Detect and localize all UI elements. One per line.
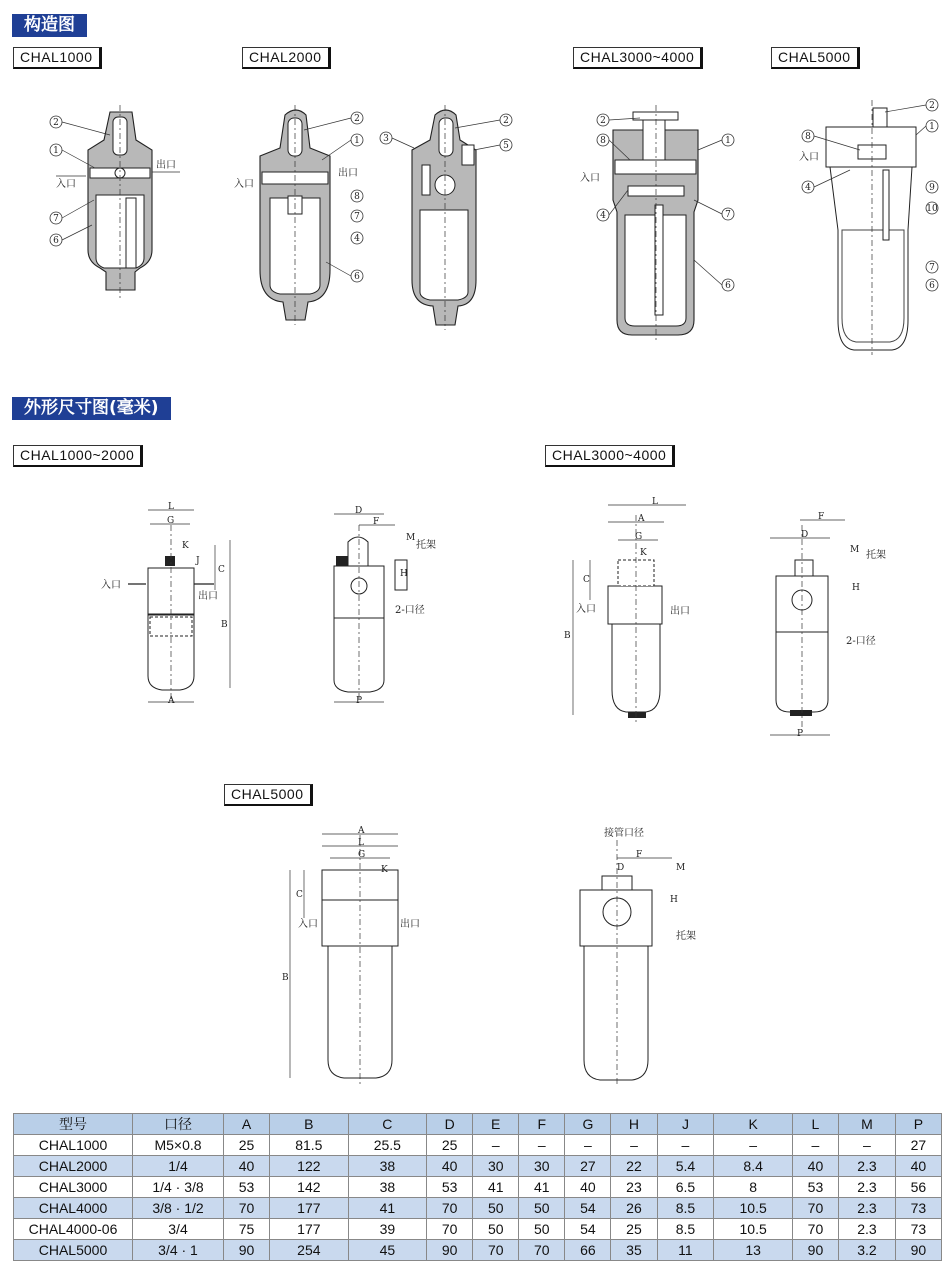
- table-cell: 177: [270, 1198, 349, 1219]
- table-row: [14, 1156, 942, 1177]
- table-cell: 3.2: [838, 1240, 895, 1261]
- table-cell: CHAL4000-06: [14, 1219, 133, 1240]
- table-header-cell: 口径: [133, 1114, 224, 1135]
- table-cell: –: [611, 1135, 657, 1156]
- table-cell: 66: [565, 1240, 611, 1261]
- table-header-cell: A: [224, 1114, 270, 1135]
- svg-text:7: 7: [929, 263, 935, 273]
- table-header-cell: C: [348, 1114, 427, 1135]
- svg-text:B: B: [564, 631, 571, 641]
- dimension-drawing-chal5000-front: [282, 826, 420, 1085]
- svg-text:7: 7: [725, 210, 731, 220]
- table-cell: 70: [519, 1240, 565, 1261]
- outlet-label-chal2000: 出口: [338, 168, 358, 179]
- svg-text:D: D: [801, 530, 809, 540]
- table-cell: M5×0.8: [133, 1135, 224, 1156]
- svg-text:2: 2: [354, 114, 360, 124]
- svg-text:M: M: [850, 545, 860, 555]
- table-cell: 26: [611, 1198, 657, 1219]
- svg-text:8: 8: [805, 132, 811, 142]
- table-cell: 35: [611, 1240, 657, 1261]
- table-cell: 11: [657, 1240, 714, 1261]
- dimension-drawing-chal3000-4000-front: [564, 497, 690, 725]
- table-cell: 30: [473, 1156, 519, 1177]
- table-header-cell: K: [714, 1114, 793, 1135]
- table-cell: 75: [224, 1219, 270, 1240]
- svg-text:1: 1: [354, 136, 360, 146]
- svg-text:6: 6: [354, 272, 360, 282]
- svg-text:6: 6: [53, 236, 59, 246]
- table-cell: 25: [611, 1219, 657, 1240]
- svg-text:4: 4: [805, 183, 811, 193]
- table-header-cell: J: [657, 1114, 714, 1135]
- table-cell: 1/4 · 3/8: [133, 1177, 224, 1198]
- structure-drawing-chal1000: [88, 105, 152, 300]
- table-cell: 3/4 · 1: [133, 1240, 224, 1261]
- svg-text:A: A: [168, 696, 175, 706]
- bracket-label-dim3000: 托架: [866, 550, 886, 561]
- table-cell: 1/4: [133, 1156, 224, 1177]
- table-cell: 2.3: [838, 1156, 895, 1177]
- svg-text:2: 2: [600, 116, 606, 126]
- svg-text:4: 4: [354, 234, 360, 244]
- svg-text:7: 7: [354, 212, 360, 222]
- inlet-label-chal5000: 入口: [799, 152, 819, 163]
- table-header-cell: L: [792, 1114, 838, 1135]
- table-cell: 54: [565, 1198, 611, 1219]
- table-cell: –: [714, 1135, 793, 1156]
- table-cell: 40: [895, 1156, 941, 1177]
- table-cell: 3/4: [133, 1219, 224, 1240]
- pipe-port-label: 接管口径: [604, 828, 644, 839]
- table-cell: 38: [348, 1177, 427, 1198]
- svg-text:G: G: [358, 850, 366, 860]
- table-row: [14, 1240, 942, 1261]
- table-cell: 6.5: [657, 1177, 714, 1198]
- table-cell: 254: [270, 1240, 349, 1261]
- table-row: [14, 1177, 942, 1198]
- dimension-drawing-chal1000-2000-side: [334, 506, 436, 706]
- svg-text:M: M: [676, 863, 686, 873]
- table-cell: 73: [895, 1219, 941, 1240]
- svg-text:L: L: [652, 497, 658, 507]
- table-header-cell: 型号: [14, 1114, 133, 1135]
- table-row: [14, 1219, 942, 1240]
- dimension-drawing-chal3000-4000-side: [770, 512, 886, 739]
- inlet-label-chal3000: 入口: [580, 173, 600, 184]
- table-cell: 2.3: [838, 1219, 895, 1240]
- svg-text:2: 2: [503, 116, 509, 126]
- dimension-tag-chal1000-2000: CHAL1000~2000: [13, 445, 143, 467]
- table-cell: 2.3: [838, 1177, 895, 1198]
- table-cell: 73: [895, 1198, 941, 1219]
- table-cell: 5.4: [657, 1156, 714, 1177]
- svg-text:2: 2: [929, 101, 935, 111]
- table-cell: –: [838, 1135, 895, 1156]
- svg-text:P: P: [356, 696, 363, 706]
- svg-text:C: C: [583, 575, 590, 585]
- table-cell: 70: [473, 1240, 519, 1261]
- table-cell: 90: [895, 1240, 941, 1261]
- table-cell: –: [657, 1135, 714, 1156]
- svg-text:G: G: [635, 532, 643, 542]
- svg-text:B: B: [282, 973, 289, 983]
- table-cell: 70: [427, 1198, 473, 1219]
- table-cell: 53: [427, 1177, 473, 1198]
- table-header-cell: H: [611, 1114, 657, 1135]
- table-cell: 40: [224, 1156, 270, 1177]
- table-cell: 90: [427, 1240, 473, 1261]
- svg-text:1: 1: [725, 136, 731, 146]
- structure-drawing-chal3000-4000: [613, 105, 698, 340]
- svg-text:10: 10: [926, 204, 938, 214]
- table-cell: 56: [895, 1177, 941, 1198]
- svg-text:K: K: [381, 865, 388, 875]
- structure-tag-chal2000: CHAL2000: [242, 47, 331, 69]
- table-cell: 70: [792, 1219, 838, 1240]
- table-cell: 39: [348, 1219, 427, 1240]
- dimension-section-title: 外形尺寸图(毫米): [12, 397, 171, 420]
- table-cell: CHAL5000: [14, 1240, 133, 1261]
- svg-text:3: 3: [383, 134, 389, 144]
- svg-text:2: 2: [53, 118, 59, 128]
- svg-text:F: F: [818, 512, 825, 522]
- svg-text:F: F: [373, 517, 380, 527]
- table-cell: 142: [270, 1177, 349, 1198]
- structure-drawing-chal2000: [260, 105, 476, 330]
- table-cell: CHAL2000: [14, 1156, 133, 1177]
- svg-text:L: L: [358, 838, 364, 848]
- inlet-label-dim1000: 入口: [101, 580, 121, 591]
- table-cell: 10.5: [714, 1219, 793, 1240]
- table-cell: CHAL1000: [14, 1135, 133, 1156]
- table-header-cell: B: [270, 1114, 349, 1135]
- svg-text:6: 6: [725, 281, 731, 291]
- inlet-label-dim5000: 入口: [298, 919, 318, 930]
- svg-text:6: 6: [929, 281, 935, 291]
- svg-text:1: 1: [929, 122, 935, 132]
- table-cell: 30: [519, 1156, 565, 1177]
- svg-text:8: 8: [354, 192, 360, 202]
- svg-text:5: 5: [503, 141, 509, 151]
- table-cell: 70: [792, 1198, 838, 1219]
- svg-text:1: 1: [53, 146, 59, 156]
- table-header-cell: M: [838, 1114, 895, 1135]
- inlet-label-dim3000: 入口: [576, 604, 596, 615]
- svg-text:K: K: [640, 548, 647, 558]
- table-cell: 50: [519, 1219, 565, 1240]
- table-header-cell: E: [473, 1114, 519, 1135]
- table-cell: 81.5: [270, 1135, 349, 1156]
- table-cell: 3/8 · 1/2: [133, 1198, 224, 1219]
- svg-text:C: C: [218, 565, 225, 575]
- table-cell: 40: [427, 1156, 473, 1177]
- table-cell: –: [792, 1135, 838, 1156]
- table-cell: 45: [348, 1240, 427, 1261]
- svg-text:A: A: [358, 826, 365, 836]
- spec-table: [13, 1113, 942, 1261]
- table-row: [14, 1135, 942, 1156]
- table-cell: 10.5: [714, 1198, 793, 1219]
- table-cell: 25: [224, 1135, 270, 1156]
- svg-text:P: P: [797, 729, 804, 739]
- outlet-label-dim5000: 出口: [400, 919, 420, 930]
- table-cell: 53: [792, 1177, 838, 1198]
- outlet-label-dim3000: 出口: [670, 606, 690, 617]
- bracket-label-dim5000: 托架: [676, 931, 696, 942]
- svg-text:J: J: [196, 556, 200, 566]
- table-cell: 41: [519, 1177, 565, 1198]
- inlet-label-chal2000: 入口: [234, 179, 254, 190]
- table-cell: 40: [565, 1177, 611, 1198]
- table-row: [14, 1198, 942, 1219]
- table-cell: 2.3: [838, 1198, 895, 1219]
- table-cell: 177: [270, 1219, 349, 1240]
- svg-text:A: A: [638, 514, 645, 524]
- table-cell: 90: [224, 1240, 270, 1261]
- svg-text:9: 9: [929, 183, 935, 193]
- svg-text:G: G: [167, 516, 175, 526]
- table-cell: 8.5: [657, 1198, 714, 1219]
- structure-tag-chal5000: CHAL5000: [771, 47, 860, 69]
- svg-text:L: L: [168, 502, 174, 512]
- svg-text:D: D: [617, 863, 625, 873]
- table-header-row: [14, 1114, 942, 1135]
- table-cell: –: [565, 1135, 611, 1156]
- table-cell: –: [519, 1135, 565, 1156]
- table-cell: 54: [565, 1219, 611, 1240]
- table-cell: 27: [895, 1135, 941, 1156]
- table-cell: 27: [565, 1156, 611, 1177]
- table-cell: CHAL4000: [14, 1198, 133, 1219]
- table-cell: 70: [224, 1198, 270, 1219]
- table-header-cell: G: [565, 1114, 611, 1135]
- svg-text:4: 4: [600, 211, 606, 221]
- table-cell: 23: [611, 1177, 657, 1198]
- port-label-dim3000: 2-口径: [846, 636, 876, 647]
- table-cell: 50: [519, 1198, 565, 1219]
- dimension-drawing-chal1000-2000-front: [101, 502, 230, 706]
- table-cell: CHAL3000: [14, 1177, 133, 1198]
- table-cell: 8.4: [714, 1156, 793, 1177]
- table-cell: 70: [427, 1219, 473, 1240]
- svg-text:F: F: [636, 850, 643, 860]
- table-cell: 53: [224, 1177, 270, 1198]
- table-cell: 22: [611, 1156, 657, 1177]
- table-cell: 50: [473, 1198, 519, 1219]
- outlet-label-chal1000: 出口: [156, 160, 176, 171]
- structure-section-title: 构造图: [12, 14, 87, 37]
- svg-text:H: H: [852, 583, 860, 593]
- structure-callouts: [50, 99, 938, 291]
- svg-text:B: B: [221, 620, 228, 630]
- table-cell: 50: [473, 1219, 519, 1240]
- dimension-drawing-chal5000-side: [580, 826, 696, 1085]
- svg-text:7: 7: [53, 214, 59, 224]
- table-cell: 8: [714, 1177, 793, 1198]
- table-cell: 13: [714, 1240, 793, 1261]
- port-label-dim1000: 2-口径: [395, 605, 425, 616]
- outlet-label-dim1000: 出口: [198, 591, 218, 602]
- svg-text:M: M: [406, 533, 416, 543]
- table-cell: 25: [427, 1135, 473, 1156]
- inlet-label-chal1000: 入口: [56, 179, 76, 190]
- svg-text:K: K: [182, 541, 189, 551]
- table-cell: 90: [792, 1240, 838, 1261]
- table-cell: 41: [348, 1198, 427, 1219]
- table-cell: 40: [792, 1156, 838, 1177]
- structure-tag-chal3000-4000: CHAL3000~4000: [573, 47, 703, 69]
- table-cell: –: [473, 1135, 519, 1156]
- table-cell: 41: [473, 1177, 519, 1198]
- bracket-label-dim1000: 托架: [416, 540, 436, 551]
- table-cell: 122: [270, 1156, 349, 1177]
- svg-text:H: H: [400, 569, 408, 579]
- svg-text:C: C: [296, 890, 303, 900]
- structure-tag-chal1000: CHAL1000: [13, 47, 102, 69]
- svg-text:8: 8: [600, 136, 606, 146]
- dimension-tag-chal3000-4000: CHAL3000~4000: [545, 445, 675, 467]
- svg-text:D: D: [355, 506, 363, 516]
- table-cell: 8.5: [657, 1219, 714, 1240]
- table-header-cell: P: [895, 1114, 941, 1135]
- table-cell: 38: [348, 1156, 427, 1177]
- svg-text:H: H: [670, 895, 678, 905]
- table-header-cell: D: [427, 1114, 473, 1135]
- dimension-tag-chal5000: CHAL5000: [224, 784, 313, 806]
- table-header-cell: F: [519, 1114, 565, 1135]
- structure-drawing-chal5000: [826, 100, 916, 355]
- table-cell: 25.5: [348, 1135, 427, 1156]
